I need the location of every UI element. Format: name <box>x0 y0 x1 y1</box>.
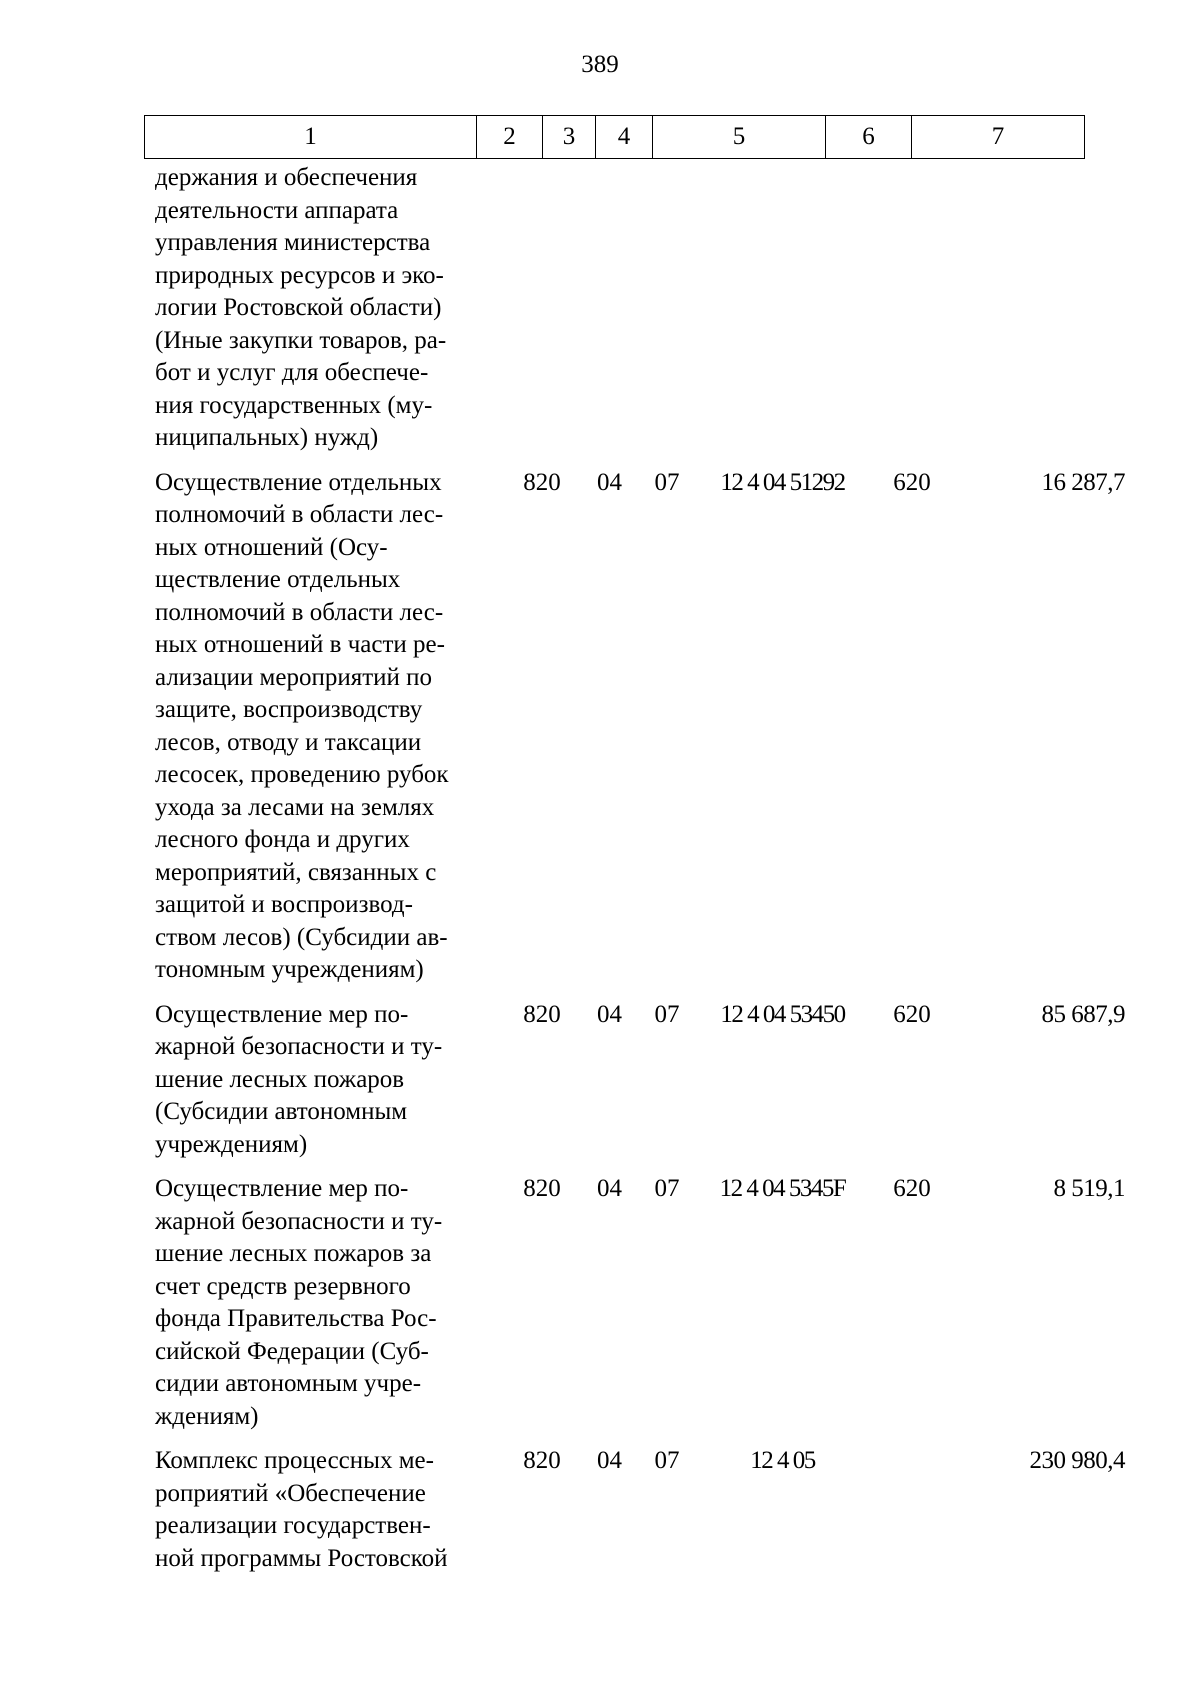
description-line: ждениям) <box>155 1402 259 1430</box>
table-row <box>155 1173 1125 1433</box>
description-line: (Иные закупки товаров, ра- <box>155 326 447 354</box>
description-line: Осуществление мер по- <box>155 1000 409 1028</box>
description-line: Комплекс процессных ме- <box>155 1447 434 1474</box>
row-subsection-code: 07 <box>654 1000 680 1028</box>
description-line: мероприятий, связанных с <box>155 858 437 886</box>
description-line: реализации государствен- <box>155 1512 431 1539</box>
row-section-code: 04 <box>597 1175 622 1202</box>
description-line: сидии автономным учре- <box>155 1370 422 1397</box>
row-target-article: 12 4 04 5345F <box>719 1175 846 1202</box>
description-line: шение лесных пожаров <box>155 1065 405 1093</box>
row-subsection-code: 07 <box>654 1447 680 1474</box>
column-header-2: 2 <box>477 116 543 159</box>
description-line: ществление отдельных <box>155 566 401 593</box>
description-line: деятельности аппарата <box>155 196 399 224</box>
description-line: ухода за лесами на землях <box>155 793 435 821</box>
table-row <box>155 999 1125 1162</box>
description-line: полномочий в области лес- <box>155 598 444 626</box>
description-line: ниципальных) нужд) <box>155 424 379 451</box>
row-section-code: 04 <box>597 1447 622 1474</box>
row-section-code: 04 <box>597 468 622 496</box>
table-body <box>155 162 1125 1587</box>
row-ministry-code: 820 <box>523 468 561 496</box>
description-line: Осуществление отдельных <box>155 468 442 496</box>
description-line: ных отношений в части ре- <box>155 631 445 658</box>
description-line: бот и услуг для обеспече- <box>155 359 429 386</box>
description-line: природных ресурсов и эко- <box>155 261 444 289</box>
row-expense-type: 620 <box>893 1175 931 1202</box>
row-description <box>155 467 491 987</box>
description-line: роприятий «Обеспечение <box>155 1479 426 1507</box>
row-expense-type: 620 <box>893 1000 931 1028</box>
description-line: лесного фонда и других <box>155 826 410 853</box>
description-line: счет средств резервного <box>155 1272 411 1300</box>
row-amount: 85 687,9 <box>1041 1000 1125 1028</box>
column-header-7: 7 <box>912 116 1085 159</box>
row-ministry-code: 820 <box>523 1000 561 1028</box>
description-line: ализации мероприятий по <box>155 663 433 691</box>
row-amount: 8 519,1 <box>1053 1175 1125 1202</box>
row-subsection-code: 07 <box>654 468 680 496</box>
page-number: 389 <box>581 51 619 78</box>
description-line: полномочий в области лес- <box>155 501 444 528</box>
row-amount: 230 980,4 <box>1029 1447 1125 1474</box>
column-header-3: 3 <box>543 116 596 159</box>
row-target-article: 12 4 04 53450 <box>720 1000 845 1028</box>
column-header-4: 4 <box>596 116 653 159</box>
description-line: тономным учреждениям) <box>155 956 424 983</box>
row-amount: 16 287,7 <box>1041 468 1125 496</box>
description-line: логии Ростовской области) <box>155 294 442 321</box>
table-row <box>155 467 1125 987</box>
description-line: сийской Федерации (Суб- <box>155 1337 429 1365</box>
row-target-article: 12 4 05 <box>750 1447 815 1474</box>
description-line: ния государственных (му- <box>155 391 433 419</box>
description-line: (Субсидии автономным <box>155 1098 408 1125</box>
description-line: защите, воспроизводству <box>155 696 423 723</box>
column-header-1: 1 <box>145 116 477 159</box>
description-line: ной программы Ростовской <box>155 1544 448 1572</box>
column-header-6: 6 <box>826 116 912 159</box>
description-line: ством лесов) (Субсидии ав- <box>155 923 448 951</box>
description-line: лесосек, проведению рубок <box>155 761 449 788</box>
column-header-row <box>145 116 1085 159</box>
column-header-table <box>144 115 1085 159</box>
description-line: шение лесных пожаров за <box>155 1240 432 1267</box>
row-ministry-code: 820 <box>523 1447 561 1474</box>
row-subsection-code: 07 <box>654 1175 680 1202</box>
column-header-5: 5 <box>653 116 826 159</box>
description-line: фонда Правительства Рос- <box>155 1305 437 1332</box>
description-line: лесов, отводу и таксации <box>155 728 422 756</box>
row-expense-type: 620 <box>893 468 931 496</box>
description-line: ных отношений (Осу- <box>155 533 388 561</box>
row-ministry-code: 820 <box>523 1175 561 1202</box>
description-line: защитой и воспроизвод- <box>155 891 413 918</box>
description-line: учреждениям) <box>155 1130 308 1158</box>
description-line: Осуществление мер по- <box>155 1175 409 1202</box>
description-line: держания и обеспечения <box>155 164 418 191</box>
row-description <box>155 1173 491 1433</box>
row-description <box>155 162 491 455</box>
description-line: управления министерства <box>155 229 431 256</box>
description-line: жарной безопасности и ту- <box>155 1207 443 1235</box>
row-section-code: 04 <box>597 1000 622 1028</box>
row-target-article: 12 4 04 51292 <box>720 468 845 496</box>
description-line: жарной безопасности и ту- <box>155 1033 443 1060</box>
row-description <box>155 1445 491 1575</box>
table-row <box>155 1445 1125 1575</box>
row-description <box>155 999 491 1162</box>
table-row <box>155 162 1125 455</box>
